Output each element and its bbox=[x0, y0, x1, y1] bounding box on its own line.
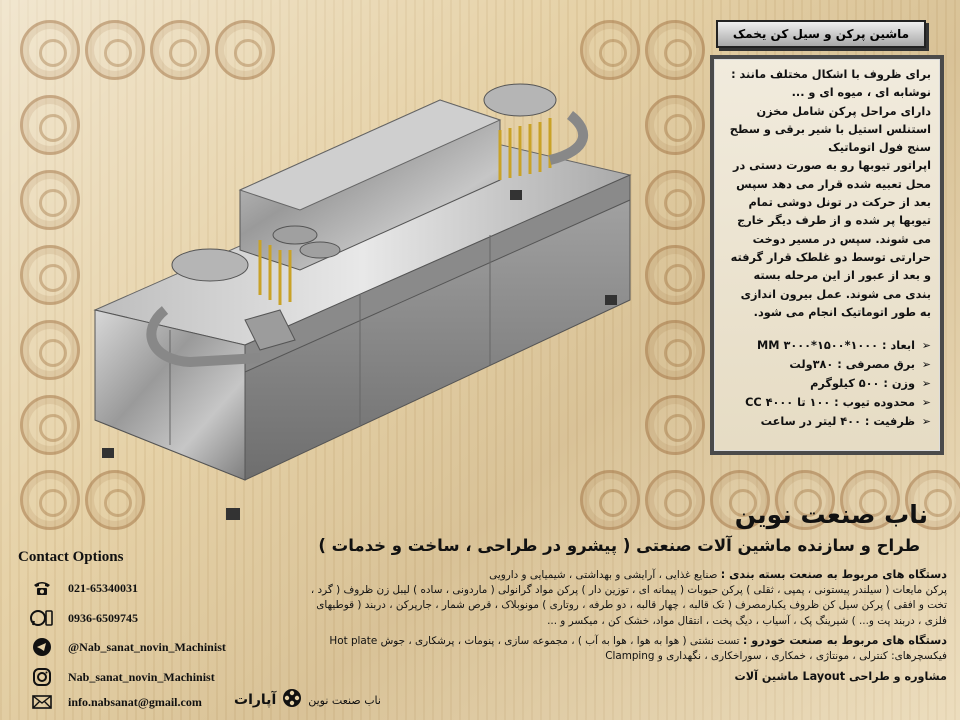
film-reel-icon bbox=[282, 688, 302, 712]
spec-text: ابعاد : ۱۰۰۰*۱۵۰۰*۳۰۰۰ MM bbox=[757, 339, 915, 353]
consulting-line: مشاوره و طراحی Layout ماشین آلات bbox=[734, 670, 947, 684]
filling-sealing-machine-illustration bbox=[70, 40, 670, 540]
telegram-icon bbox=[30, 637, 54, 657]
contact-mobile bbox=[30, 608, 138, 628]
packaging-sectors: صنایع غذایی ، آرایشی و بهداشتی ، شیمیایی و دارویی bbox=[489, 569, 718, 581]
telegram-handle[interactable]: @Nab_sanat_novin_Machinist bbox=[68, 639, 226, 654]
company-name: ناب صنعت نوین bbox=[734, 500, 928, 529]
product-title-badge: ماشین پرکن و سیل کن یخمک bbox=[716, 20, 926, 48]
spec-text: برق مصرفی : ۳۸۰ولت bbox=[789, 358, 915, 372]
description-line: برای ظروف با اشکال مختلف مانند : bbox=[731, 68, 931, 81]
instagram-handle[interactable]: Nab_sanat_novin_Machinist bbox=[68, 669, 215, 684]
phone-number[interactable]: 021-65340031 bbox=[68, 580, 138, 595]
description-line: سنج فول اتوماتیک bbox=[828, 141, 931, 155]
industries-section bbox=[215, 567, 947, 684]
check-arrow-icon: ➢ bbox=[921, 339, 931, 353]
spec-text: ظرفیت : ۴۰۰ لیتر در ساعت bbox=[760, 415, 915, 429]
whatsapp-mobile-icon bbox=[30, 608, 54, 628]
packaging-header-line bbox=[215, 567, 947, 583]
instagram-icon bbox=[30, 667, 54, 687]
spec-list bbox=[723, 336, 931, 431]
description-line: نوشابه ای ، میوه ای و ... bbox=[791, 86, 931, 100]
email-address[interactable]: info.nabsanat@gmail.com bbox=[68, 694, 202, 709]
aparat-logo-text: آپارات bbox=[234, 692, 277, 708]
description-panel bbox=[710, 55, 944, 455]
spec-item bbox=[723, 336, 931, 355]
contact-phone bbox=[30, 578, 138, 598]
footer-logo bbox=[234, 688, 381, 712]
packaging-line: تخت و افقی ) پرکن سیل کن ظروف یکبارمصرف ( تک قالبه ، چهار قالبه ، دو طرفه ، روتاری ) مونوبلاک ، قرص شمار ، جارپرکن ، دربند ( قوطیهای bbox=[316, 599, 947, 612]
description-line: بندی می شوند. عمل بیرون اندازی bbox=[740, 287, 931, 301]
description-line: می شوند. سپس در مسیر دوخت bbox=[752, 232, 931, 246]
description-line: تیوبها پر شده و از طرف دیگر خارج bbox=[737, 214, 931, 228]
email-icon bbox=[30, 692, 54, 712]
auto-line: تست نشتی ( هوا به هوا ، هوا به آب ) ، مجموعه سازی ، پنومات ، پرشکاری ، جوش Hot plate bbox=[329, 634, 740, 647]
spec-item bbox=[723, 412, 931, 431]
packaging-heading: دستگاه های مربوط به صنعت بسته بندی : bbox=[720, 568, 947, 581]
check-arrow-icon: ➢ bbox=[921, 396, 931, 410]
spec-text: وزن : ۵۰۰ کیلوگرم bbox=[810, 377, 915, 391]
packaging-line: فلزی ، دربند پت و... ) شیرینگ پک ، آسیاب ، دیگ پخت ، انتقال مواد، خشک کن ، میکسر و ... bbox=[547, 614, 947, 627]
description-line: به طور اتوماتیک انجام می شود. bbox=[753, 305, 931, 319]
check-arrow-icon: ➢ bbox=[921, 415, 931, 429]
description-line: بعد از حرکت در تونل دوشی تمام bbox=[748, 196, 931, 210]
spec-item bbox=[723, 374, 931, 393]
contact-telegram bbox=[30, 637, 226, 657]
description-body bbox=[714, 59, 940, 451]
phone-icon bbox=[30, 578, 54, 598]
description-line: اپراتور تیوبها رو به صورت دستی در bbox=[732, 159, 931, 173]
footer-company-name: ناب صنعت نوین bbox=[308, 693, 381, 707]
spec-item bbox=[723, 355, 931, 374]
packaging-line: پرکن مایعات ( سیلندر پیستونی ، پمپی ، ثقلی ) پرکن حبوبات ( پیمانه ای ، توزین دار ) پرکن مواد گرانولی ( ماردونی ، ساده ) لیبل زن ظروف ( گرد ، bbox=[310, 584, 947, 597]
auto-heading: دستگاه های مربوط به صنعت خودرو : bbox=[742, 633, 947, 647]
contact-title: Contact Options bbox=[18, 549, 124, 565]
company-tagline: طراح و سازنده ماشین آلات صنعتی ( پیشرو در طراحی ، ساخت و خدمات ) bbox=[318, 536, 920, 555]
description-line: دارای مراحل پرکن شامل مخزن bbox=[756, 104, 931, 118]
description-line: و بعد از عبور از این مرحله بسته bbox=[753, 269, 931, 283]
contact-email bbox=[30, 692, 202, 712]
description-line: حرارتی توسط دو غلطک قرار گرفته bbox=[730, 250, 931, 264]
contact-instagram bbox=[30, 667, 215, 687]
check-arrow-icon: ➢ bbox=[921, 358, 931, 372]
spec-text: محدوده تیوب : ۱۰۰ تا ۴۰۰۰ CC bbox=[745, 396, 915, 410]
mobile-number[interactable]: 0936-6509745 bbox=[68, 610, 138, 625]
auto-fixtures-line: فیکسچرهای: کنترلی ، مونتاژی ، خمکاری ، سوراخکاری ، نگهداری و Clamping bbox=[605, 650, 947, 663]
auto-header-line bbox=[215, 633, 947, 649]
check-arrow-icon: ➢ bbox=[921, 377, 931, 391]
description-line: محل تعبیه شده قرار می دهد سپس bbox=[736, 177, 931, 191]
description-line: استنلس استیل با شیر برقی و سطح bbox=[729, 122, 931, 136]
spec-item bbox=[723, 393, 931, 412]
